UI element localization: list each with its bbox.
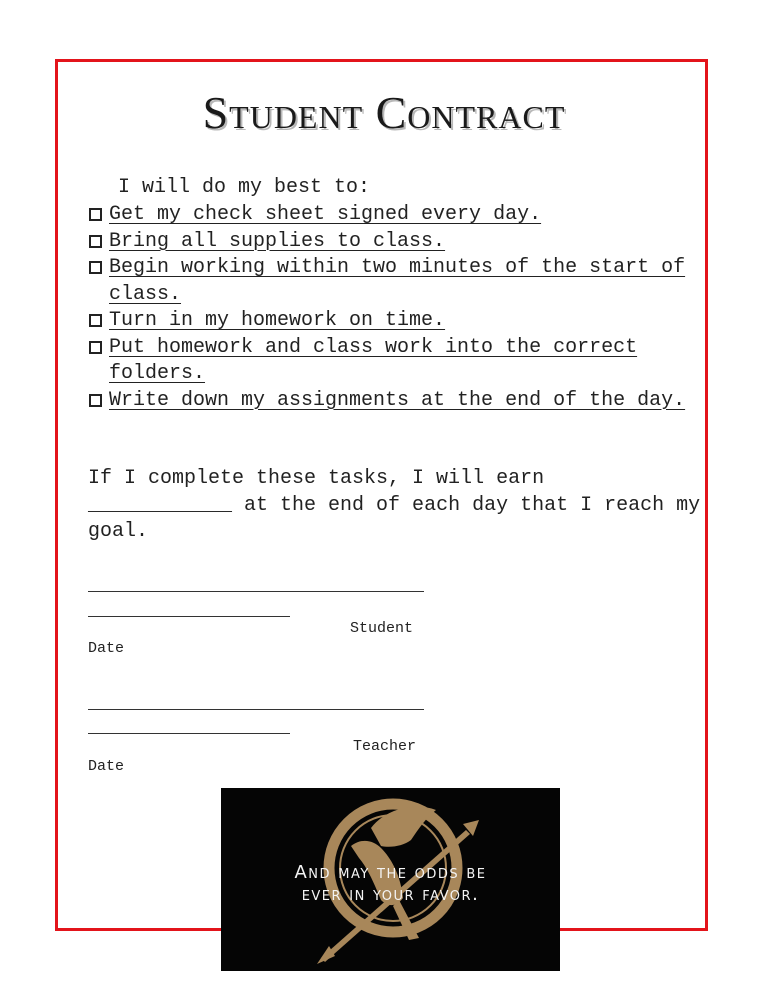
reward-text-before: If I complete these tasks, I will earn — [88, 467, 545, 490]
checklist-item — [88, 202, 698, 229]
checklist-item-text: Bring all supplies to class. — [109, 229, 446, 253]
student-date-line[interactable] — [88, 616, 290, 617]
intro-text: I will do my best to: — [118, 176, 371, 199]
checklist-item — [88, 335, 698, 388]
checkbox[interactable] — [89, 261, 102, 274]
student-label: Student — [350, 620, 414, 637]
poster-line-2: ever in your favor. — [301, 884, 480, 905]
checklist-item-text: Put homework and class work into the correct folders. — [109, 335, 638, 385]
checkbox[interactable] — [89, 394, 102, 407]
checklist-item-text: Begin working within two minutes of the start of class. — [109, 256, 686, 306]
checklist-item-text: Write down my assignments at the end of the day. — [109, 388, 686, 412]
checkbox[interactable] — [89, 314, 102, 327]
student-signature-line[interactable] — [88, 591, 424, 592]
page-title: Student Contract — [202, 87, 566, 138]
checklist-item — [88, 308, 698, 335]
checklist-item — [88, 388, 698, 415]
checkbox[interactable] — [89, 235, 102, 248]
teacher-signature-line[interactable] — [88, 709, 424, 710]
checklist-item — [88, 255, 698, 308]
poster-image — [221, 788, 560, 971]
checklist-item-text: Turn in my homework on time. — [109, 309, 446, 332]
checkbox[interactable] — [89, 341, 102, 354]
student-date-label: Date — [88, 640, 125, 657]
checkbox[interactable] — [89, 208, 102, 221]
checklist — [88, 202, 698, 414]
teacher-label: Teacher — [353, 738, 417, 755]
checklist-item-text: Get my check sheet signed every day. — [109, 203, 542, 226]
teacher-date-label: Date — [88, 758, 125, 775]
reward-statement — [88, 466, 713, 546]
teacher-date-line[interactable] — [88, 733, 290, 734]
checklist-item — [88, 229, 698, 256]
poster-line-1: And may the odds be — [294, 862, 487, 883]
reward-blank[interactable]: ____________ — [88, 493, 233, 517]
reward-text-after: at the end of each day that I reach my goal. — [88, 493, 713, 543]
